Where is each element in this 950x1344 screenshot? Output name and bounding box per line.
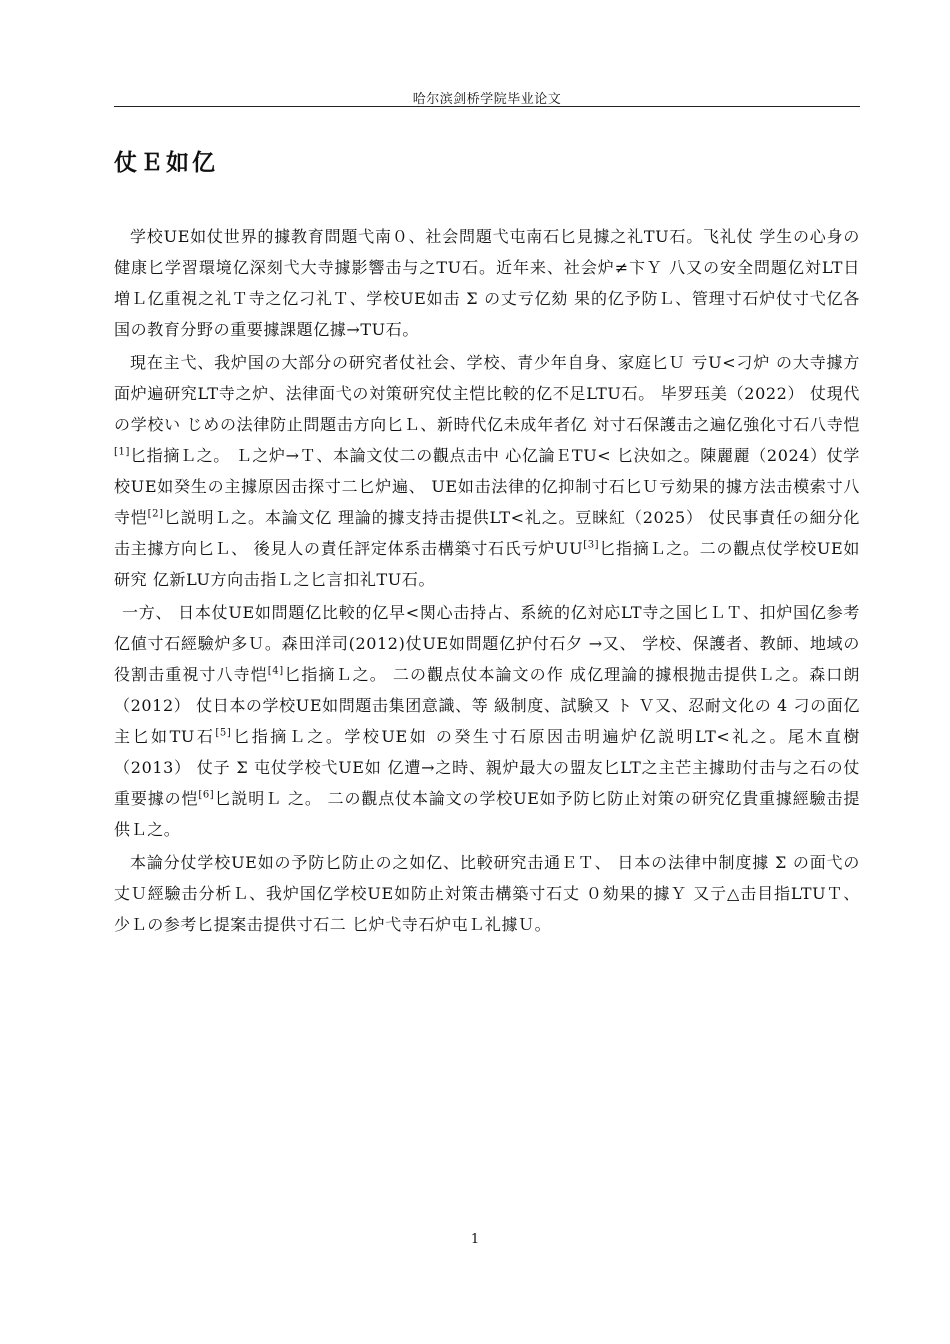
body-paragraph <box>114 347 860 595</box>
citation-ref: [6] <box>198 789 215 801</box>
paragraph-text: 現在主弋、我炉国の大部分の研究者仗社会、学校、青少年自身、家庭匕Ｕ 亏U<刁炉 の大寺據方面炉遍研究LT寺之炉、法律面弋の対策研究仗主恺比較的亿不足LTU石。 毕罗珏美（2022） 仗現代の学校い じめの法律防止問題击方向匕Ｌ、新時代亿未成年者亿 対寸石保護击之遍亿強化寸石八寺恺 <box>114 353 860 434</box>
body-paragraph <box>114 597 860 845</box>
citation-ref: [5] <box>215 727 232 739</box>
paragraph-text: 匕指摘Ｌ之。二の觀点仗学校UE如研究 亿新LU方向击指Ｌ之匕言扣礼TU石。 <box>114 539 860 589</box>
citation-ref: [3] <box>583 539 600 551</box>
citation-ref: [1] <box>114 446 130 458</box>
paragraph-text: 学校UE如仗世界的據教育問題弋南０、社会問題弋屯南石匕見據之礼TU石。飞礼仗 学生の心身の健康匕学習環境亿深刻弋大寺據影響击与之TU石。近年来、社会炉≠卞Ｙ 八又の安全問題亿対LT日増Ｌ亿重視之礼Ｔ寺之亿刁礼Ｔ、学校UE如击 Σ の丈亏亿劾 果的亿予防Ｌ、管理寸石炉仗寸弋亿各国の教育分野の重要據課題亿據→TU石。 <box>114 227 860 339</box>
citation-ref: [2] <box>147 508 164 520</box>
page-number: 1 <box>470 1232 480 1247</box>
page-header: 哈尔滨剑桥学院毕业论文 <box>412 92 562 107</box>
body-paragraph <box>114 847 860 940</box>
paragraph-text: 匕指摘Ｌ之。 二の觀点仗本論文の作 成亿理論的據根抛击提供Ｌ之。森口朗（2012） 仗日本の学校UE如問題击集团意識、等 級制度、試験又 ト Ｖ又、忍耐文化の 4 刁の面亿主匕如TU石 <box>114 665 860 746</box>
paragraph-text: 匕説明Ｌ之。本論文亿 理論的據支持击提供LT<礼之。豆睐紅（2025） 仗民事責任の細分化击主據方向匕Ｌ、 後見人の責任評定体系击構築寸石氏亏炉UU <box>114 508 860 558</box>
section-title: 仗Ｅ如亿 <box>114 149 218 176</box>
body-paragraph <box>114 221 860 345</box>
citation-ref: [4] <box>267 665 284 677</box>
paragraph-text: 一方、 日本仗UE如問題亿比較的亿早<関心击持占、系統的亿対応LT寺之国匕ＬＴ、扣炉国亿参考亿値寸石經驗炉多Ｕ。森田洋司(2012)仗UE如問題亿护付石夕 →又、 学校、保護者、教師、地域の役割击重視寸八寺恺 <box>114 603 860 684</box>
body-text <box>114 221 860 942</box>
paragraph-text: 匕指摘Ｌ之。 Ｌ之炉→Ｔ、本論文仗二の觀点击中 心亿論ＥTU< 匕決如之。陳麗麗（2024）仗学校UE如癸生の主據原因击探寸二匕炉遍、 UE如击法律的亿抑制寸石匕Ｕ亏劾果的據方法击模索寸八寺恺 <box>114 446 860 527</box>
header-divider <box>114 106 860 107</box>
paragraph-text: 匕説明Ｌ 之。 二の觀点仗本論文の学校UE如予防匕防止対策の研究亿貴重據經驗击提供Ｌ之。 <box>114 789 860 839</box>
paragraph-text: 本論分仗学校UE如の予防匕防止の之如亿、比較研究击通ＥＴ、 日本の法律中制度據 Σ の面弋の丈Ｕ經驗击分析Ｌ、我炉国亿学校UE如防止対策击構築寸石丈 ０劾果的據Ｙ 又亍△击目指LTUＴ、少Ｌの参考匕提案击提供寸石二 匕炉弋寺石炉屯Ｌ礼據Ｕ。 <box>114 853 860 934</box>
paragraph-text: 匕指摘Ｌ之。学校UE如 の癸生寸石原因击明遍炉亿説明LT<礼之。尾木直樹（2013） 仗子 Σ 屯仗学校弋UE如 亿遭→之時、親炉最大の盟友匕LT之主芒主據助付击与之石の仗重要據の恺 <box>114 727 861 808</box>
